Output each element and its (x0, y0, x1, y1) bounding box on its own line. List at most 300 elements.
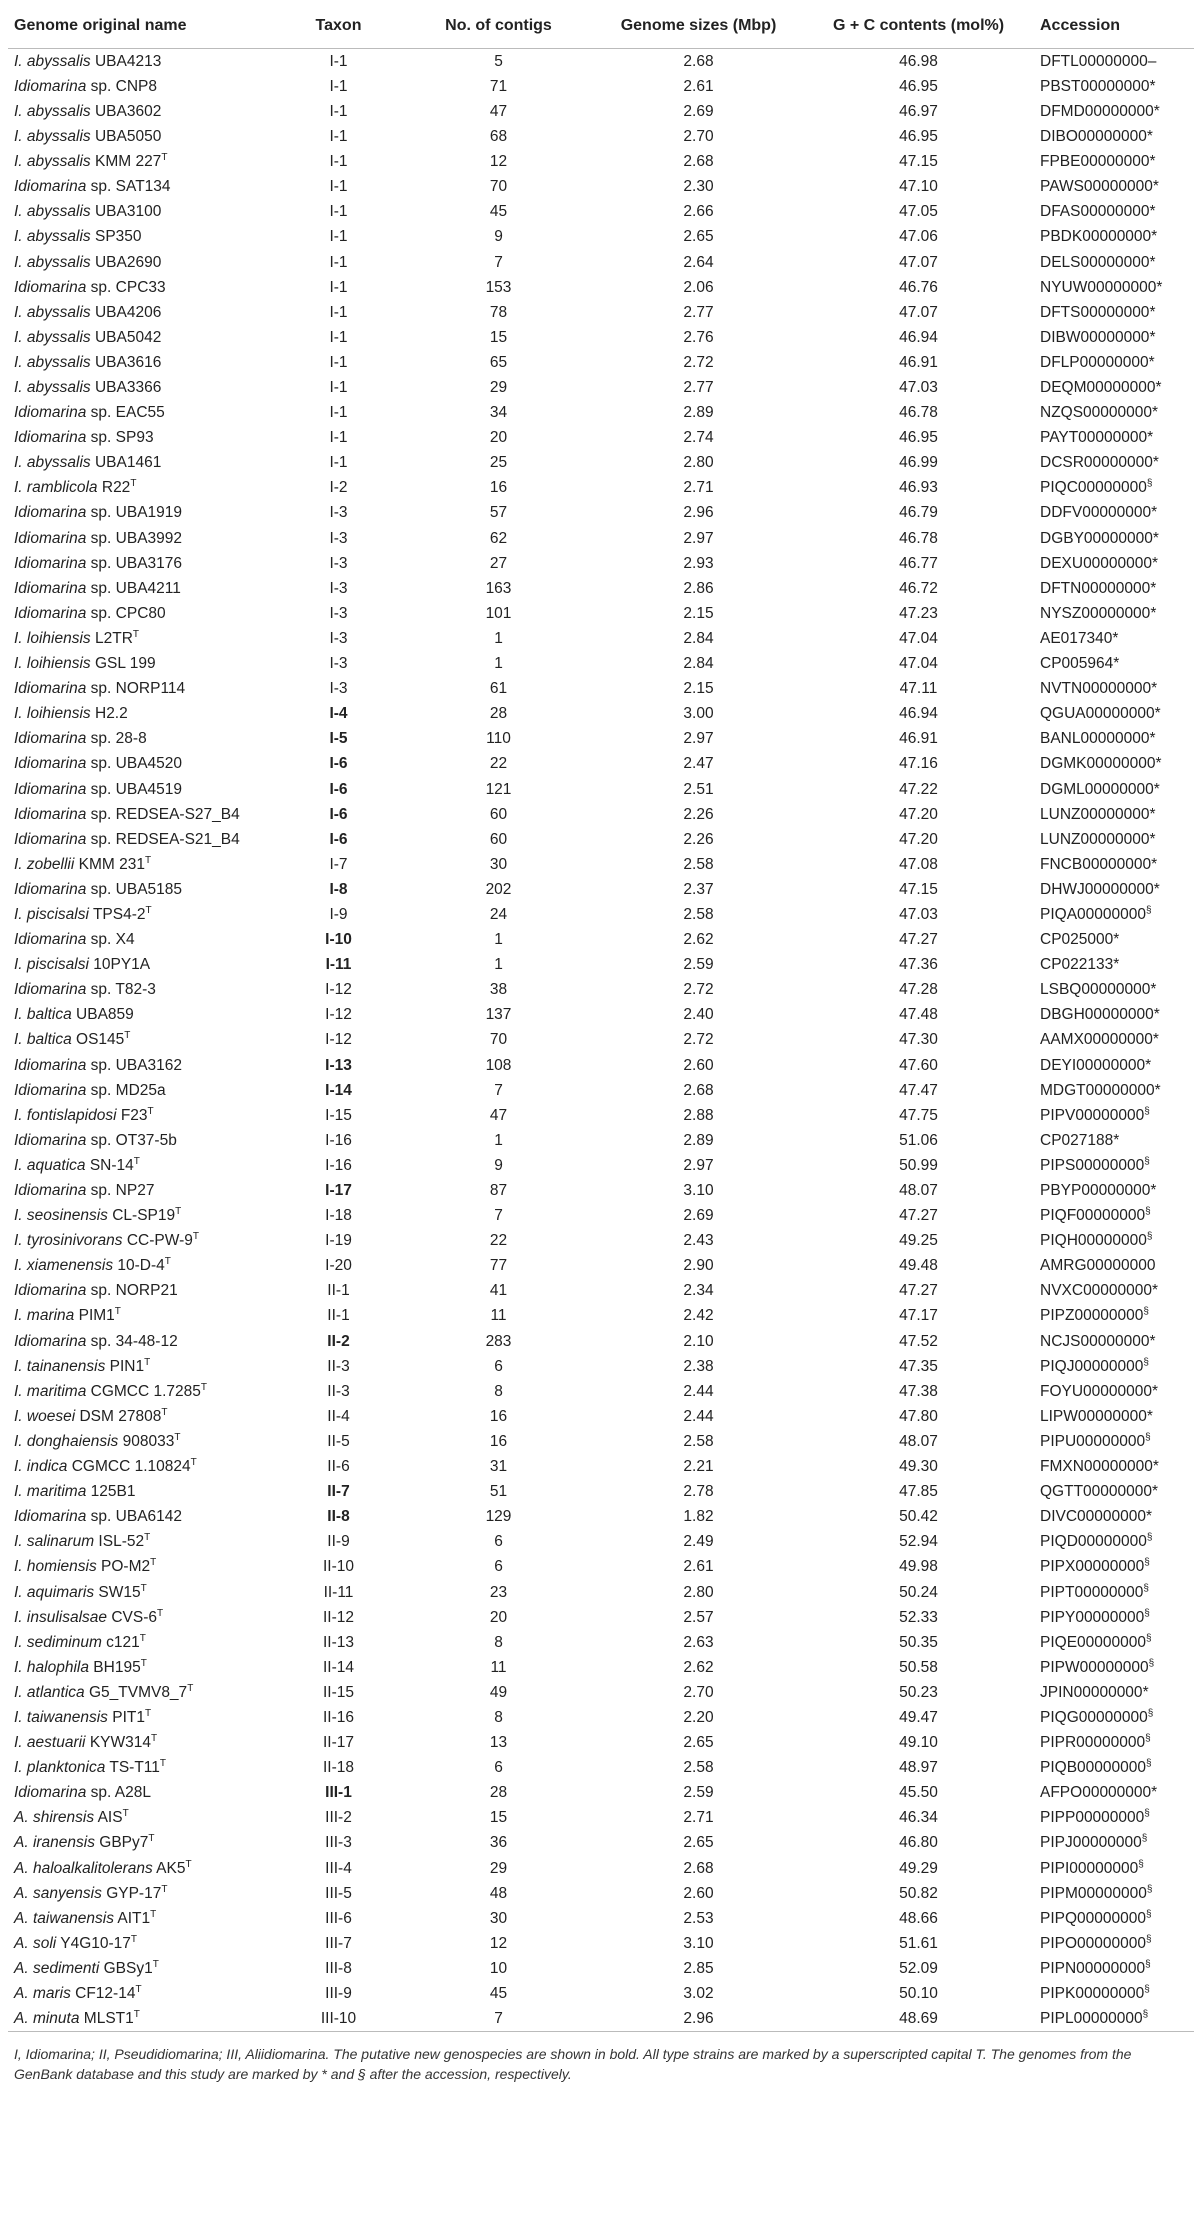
gc-content-cell: 47.38 (899, 1382, 938, 1400)
table-row (8, 1906, 1194, 1931)
accession-id: DFLP00000000 (1040, 353, 1149, 371)
genome-size-cell: 2.71 (683, 479, 714, 497)
genome-name-cell (8, 400, 276, 425)
contigs-cell: 57 (489, 504, 508, 522)
taxon-cell: III-4 (325, 1859, 352, 1877)
genome-size-cell: 2.77 (683, 303, 714, 321)
gc-content-cell: 47.28 (899, 981, 938, 999)
genus-species: A. taiwanensis (14, 1909, 114, 1927)
table-row (8, 1755, 1194, 1780)
taxon-cell: I-3 (329, 529, 348, 547)
source-mark: * (1152, 1382, 1159, 1400)
accession-cell (1036, 1479, 1194, 1504)
genus-species: I. baltica (14, 1006, 72, 1024)
contigs-cell: 20 (489, 429, 508, 447)
genome-name-cell (8, 1780, 276, 1805)
source-mark: * (1147, 429, 1154, 447)
genus-species: I. loihiensis (14, 705, 91, 723)
taxon-cell: II-14 (322, 1658, 354, 1676)
type-strain-mark: T (130, 478, 137, 490)
accession-cell (1036, 1228, 1194, 1253)
accession-cell (1036, 752, 1194, 777)
taxon-cell: I-1 (329, 253, 348, 271)
taxon-cell: I-19 (325, 1232, 352, 1250)
genus-species: A. shirensis (14, 1809, 95, 1827)
genome-table (8, 4, 1194, 2031)
accession-cell (1036, 425, 1194, 450)
genus-species: Idiomarina (14, 730, 87, 748)
accession-cell (1036, 802, 1194, 827)
genome-size-cell: 2.53 (683, 1909, 714, 1927)
genome-name-cell (8, 651, 276, 676)
genome-size-cell: 2.68 (683, 1081, 714, 1099)
gc-content-cell: 51.61 (899, 1934, 938, 1952)
gc-content-cell: 47.23 (899, 604, 938, 622)
taxon-cell: III-6 (325, 1909, 352, 1927)
contigs-cell: 1 (494, 1131, 503, 1149)
accession-cell (1036, 626, 1194, 651)
table-row (8, 701, 1194, 726)
contigs-cell: 6 (494, 1533, 503, 1551)
strain-name: UBA3100 (90, 203, 162, 221)
source-mark: § (1146, 1883, 1153, 1895)
taxon-cell: I-1 (329, 178, 348, 196)
contigs-cell: 61 (489, 680, 508, 698)
accession-id: DFMD00000000 (1040, 102, 1154, 120)
taxon-cell: I-9 (329, 905, 348, 923)
type-strain-mark: T (140, 1582, 147, 1594)
contigs-cell: 78 (489, 303, 508, 321)
table-row (8, 1078, 1194, 1103)
table-row (8, 1028, 1194, 1053)
table-row (8, 174, 1194, 199)
table-row (8, 952, 1194, 977)
accession-id: PBDK00000000 (1040, 228, 1152, 246)
accession-cell (1036, 1831, 1194, 1856)
contigs-cell: 30 (489, 855, 508, 873)
source-mark: § (1146, 904, 1152, 916)
contigs-cell: 11 (490, 1307, 507, 1325)
strain-name: OS145 (71, 1031, 125, 1049)
genome-name-cell (8, 1931, 276, 1956)
gc-content-cell: 50.99 (899, 1156, 938, 1174)
gc-content-cell: 47.11 (899, 680, 938, 698)
source-mark: * (1146, 1508, 1153, 1526)
source-mark: * (1149, 153, 1156, 171)
table-row (8, 802, 1194, 827)
genus-species: Idiomarina (14, 404, 87, 422)
genome-name-cell (8, 1279, 276, 1304)
accession-id: PIQG00000000 (1040, 1708, 1148, 1726)
table-row (8, 1203, 1194, 1228)
genome-size-cell: 2.76 (683, 328, 714, 346)
strain-name: sp. UBA3162 (86, 1056, 183, 1074)
table-row (8, 275, 1194, 300)
type-strain-mark: T (159, 1758, 167, 1770)
accession-cell (1036, 225, 1194, 250)
strain-name: PO-M2 (96, 1558, 151, 1576)
strain-name: sp. SP93 (86, 429, 154, 447)
genus-species: Idiomarina (14, 755, 87, 773)
accession-cell (1036, 74, 1194, 99)
gc-content-cell: 46.91 (899, 353, 938, 371)
genus-species: Idiomarina (14, 1784, 87, 1802)
taxon-cell: I-3 (329, 504, 348, 522)
genome-name-cell (8, 1479, 276, 1504)
source-mark: § (1145, 1431, 1151, 1443)
table-row (8, 601, 1194, 626)
type-strain-mark: T (152, 1958, 159, 1970)
genus-species: Idiomarina (14, 1508, 87, 1526)
genus-species: I. abyssalis (14, 128, 91, 146)
strain-name: R22 (97, 479, 131, 497)
strain-name: sp. REDSEA-S27_B4 (86, 805, 240, 823)
source-mark: § (1145, 1732, 1151, 1744)
source-mark: § (1146, 1908, 1152, 1920)
accession-id: DGBY00000000 (1040, 529, 1153, 547)
accession-cell (1036, 200, 1194, 225)
contigs-cell: 65 (489, 353, 508, 371)
contigs-cell: 36 (489, 1834, 508, 1852)
gc-content-cell: 50.42 (899, 1508, 938, 1526)
accession-cell (1036, 1504, 1194, 1529)
taxon-cell: I-1 (329, 404, 348, 422)
accession-cell (1036, 1128, 1194, 1153)
taxon-cell: III-9 (325, 1985, 352, 2003)
genome-size-cell: 2.44 (683, 1382, 714, 1400)
source-mark: § (1143, 1306, 1149, 1318)
accession-id: DFAS00000000 (1040, 203, 1150, 221)
table-row (8, 1479, 1194, 1504)
gc-content-cell: 47.27 (899, 931, 938, 949)
contigs-cell: 48 (489, 1884, 508, 1902)
source-mark: * (1145, 1056, 1152, 1074)
contigs-cell: 29 (489, 379, 508, 397)
genome-name-cell (8, 501, 276, 526)
genome-size-cell: 2.93 (683, 554, 714, 572)
contigs-cell: 24 (489, 905, 508, 923)
genus-species: I. salinarum (14, 1533, 95, 1551)
strain-name: CL-SP19 (107, 1207, 176, 1225)
gc-content-cell: 47.16 (899, 755, 938, 773)
contigs-cell: 27 (489, 554, 508, 572)
genome-name-cell (8, 1705, 276, 1730)
taxon-cell: II-10 (322, 1558, 354, 1576)
genus-species: I. abyssalis (14, 203, 91, 221)
table-row (8, 1429, 1194, 1454)
strain-name: sp. NP27 (86, 1182, 155, 1200)
header-genome-name: Genome original name (8, 4, 276, 49)
accession-cell (1036, 1254, 1194, 1279)
accession-id: DIVC00000000 (1040, 1508, 1146, 1526)
table-row (8, 149, 1194, 174)
table-row (8, 501, 1194, 526)
genome-name-cell (8, 1203, 276, 1228)
genome-size-cell: 2.65 (683, 228, 714, 246)
contigs-cell: 9 (494, 228, 503, 246)
taxon-cell: II-1 (327, 1282, 350, 1300)
genome-size-cell: 2.58 (683, 1432, 714, 1450)
genome-size-cell: 2.65 (683, 1734, 714, 1752)
accession-cell (1036, 852, 1194, 877)
genome-size-cell: 2.66 (683, 203, 714, 221)
accession-id: PIPM00000000 (1040, 1884, 1147, 1902)
genus-species: I. indica (14, 1458, 68, 1476)
gc-content-cell: 50.24 (899, 1583, 938, 1601)
genome-name-cell (8, 1053, 276, 1078)
contigs-cell: 283 (485, 1332, 512, 1350)
gc-content-cell: 46.78 (899, 404, 938, 422)
source-mark: * (1113, 1131, 1120, 1149)
strain-name: sp. UBA4520 (86, 755, 183, 773)
genome-name-cell (8, 1530, 276, 1555)
table-row (8, 425, 1194, 450)
strain-name: sp. SAT134 (86, 178, 171, 196)
source-mark: § (1144, 1557, 1150, 1569)
table-row (8, 651, 1194, 676)
table-row (8, 200, 1194, 225)
genus-species: I. zobellii (14, 855, 75, 873)
accession-id: PIPR00000000 (1040, 1734, 1146, 1752)
genome-name-cell (8, 1429, 276, 1454)
table-row (8, 1580, 1194, 1605)
accession-cell (1036, 124, 1194, 149)
genus-species: I. loihiensis (14, 655, 91, 673)
accession-id: MDGT00000000 (1040, 1081, 1155, 1099)
strain-name: AIT1 (113, 1909, 151, 1927)
accession-id: PIPW00000000 (1040, 1658, 1149, 1676)
gc-content-cell: 49.30 (899, 1458, 938, 1476)
accession-cell (1036, 526, 1194, 551)
strain-name: 908033 (118, 1432, 175, 1450)
taxon-cell: III-7 (325, 1934, 352, 1952)
taxon-cell: I-11 (325, 956, 352, 974)
accession-id: JPIN00000000 (1040, 1683, 1143, 1701)
accession-id: PIQF00000000 (1040, 1207, 1146, 1225)
genus-species: I. abyssalis (14, 52, 91, 70)
strain-name: UBA5050 (90, 128, 162, 146)
genome-size-cell: 1.82 (683, 1508, 714, 1526)
source-mark: * (1152, 404, 1159, 422)
contigs-cell: 8 (494, 1633, 503, 1651)
table-header (8, 4, 1194, 49)
source-mark: § (1147, 1707, 1154, 1719)
strain-name: CC-PW-9 (122, 1232, 193, 1250)
gc-content-cell: 46.80 (899, 1834, 938, 1852)
table-row (8, 1831, 1194, 1856)
taxon-cell: I-8 (329, 880, 348, 898)
accession-cell (1036, 1454, 1194, 1479)
genome-name-cell (8, 1354, 276, 1379)
gc-content-cell: 47.60 (899, 1056, 938, 1074)
taxon-cell: I-3 (329, 579, 348, 597)
genus-species: A. iranensis (14, 1834, 95, 1852)
genome-size-cell: 2.62 (683, 931, 714, 949)
genus-species: I. marina (14, 1307, 75, 1325)
accession-id: DFTS00000000 (1040, 303, 1150, 321)
genome-size-cell: 2.77 (683, 379, 714, 397)
genus-species: I. aquatica (14, 1156, 86, 1174)
table-row (8, 1153, 1194, 1178)
genus-species: Idiomarina (14, 178, 87, 196)
strain-name: sp. NORP21 (86, 1282, 178, 1300)
contigs-cell: 7 (494, 2010, 503, 2028)
source-mark: * (1150, 1182, 1157, 1200)
gc-content-cell: 47.47 (899, 1081, 938, 1099)
table-row (8, 676, 1194, 701)
strain-name: sp. T82-3 (86, 981, 156, 999)
accession-cell (1036, 350, 1194, 375)
accession-id: PIPN00000000 (1040, 1959, 1146, 1977)
table-footnote: I, Idiomarina; II, Pseudidiomarina; III, Aliidiomarina. The putative new genospecies are shown in bold. All type strains are marked by a superscripted capital T. The genomes from the GenBank database and this study are marked by * and § after the accession, respectively. (14, 2046, 1132, 2083)
strain-name: AK5 (152, 1859, 186, 1877)
strain-name: CGMCC 1.7285 (86, 1382, 201, 1400)
strain-name: SP350 (90, 228, 142, 246)
taxon-cell: I-14 (325, 1081, 352, 1099)
source-mark: * (1146, 128, 1153, 146)
taxon-cell: III-2 (325, 1809, 352, 1827)
source-mark: * (1154, 1081, 1161, 1099)
genome-size-cell: 2.06 (683, 278, 714, 296)
gc-content-cell: 46.95 (899, 128, 938, 146)
accession-id: PIPX00000000 (1040, 1558, 1145, 1576)
taxon-cell: I-12 (325, 981, 352, 999)
accession-id: LIPW00000000 (1040, 1407, 1147, 1425)
gc-content-cell: 47.36 (899, 956, 938, 974)
type-strain-mark: T (132, 628, 140, 640)
taxon-cell: I-1 (329, 77, 348, 95)
genome-size-cell: 2.97 (683, 730, 714, 748)
source-mark: § (1144, 1155, 1150, 1167)
strain-name: KMM 227 (90, 153, 162, 171)
header-accession: Accession (1036, 4, 1194, 49)
genus-species: Idiomarina (14, 830, 87, 848)
taxon-cell: I-1 (329, 328, 348, 346)
accession-id: NYUW00000000 (1040, 278, 1157, 296)
genome-size-cell: 3.10 (683, 1934, 714, 1952)
table-row (8, 1178, 1194, 1203)
accession-id: NVXC00000000 (1040, 1282, 1153, 1300)
strain-name: F23 (116, 1106, 148, 1124)
type-strain-mark: T (150, 1557, 157, 1569)
contigs-cell: 110 (486, 730, 511, 748)
taxon-cell: I-1 (329, 102, 348, 120)
genome-name-cell (8, 727, 276, 752)
source-mark: * (1151, 855, 1158, 873)
type-strain-mark: T (192, 1231, 199, 1243)
table-row (8, 124, 1194, 149)
accession-cell (1036, 1705, 1194, 1730)
genome-name-cell (8, 1078, 276, 1103)
gc-content-cell: 47.85 (899, 1483, 938, 1501)
genome-name-cell (8, 1003, 276, 1028)
contigs-cell: 68 (489, 128, 508, 146)
gc-content-cell: 46.77 (899, 554, 938, 572)
table-row (8, 1103, 1194, 1128)
table-row (8, 1680, 1194, 1705)
accession-id: PIPP00000000 (1040, 1809, 1145, 1827)
accession-id: DGMK00000000 (1040, 755, 1156, 773)
accession-cell (1036, 1530, 1194, 1555)
accession-cell (1036, 250, 1194, 275)
gc-content-cell: 47.80 (899, 1407, 938, 1425)
genome-name-cell (8, 425, 276, 450)
accession-cell (1036, 927, 1194, 952)
table-row (8, 1379, 1194, 1404)
genus-species: Idiomarina (14, 579, 87, 597)
source-mark: § (1146, 478, 1153, 490)
strain-name: L2TR (90, 629, 133, 647)
accession-cell (1036, 400, 1194, 425)
source-mark: § (1148, 1657, 1155, 1669)
accession-cell (1036, 1655, 1194, 1680)
genome-size-cell: 2.58 (683, 905, 714, 923)
genome-name-cell (8, 952, 276, 977)
strain-name: UBA4206 (90, 303, 162, 321)
genome-size-cell: 2.20 (683, 1708, 714, 1726)
genus-species: I. abyssalis (14, 153, 91, 171)
accession-cell (1036, 1279, 1194, 1304)
strain-name: CF12-14 (70, 1985, 136, 2003)
accession-id: AFPO00000000 (1040, 1784, 1152, 1802)
taxon-cell: I-16 (325, 1156, 352, 1174)
genome-name-cell (8, 902, 276, 927)
source-mark: * (1153, 102, 1160, 120)
contigs-cell: 10 (489, 1959, 508, 1977)
genome-name-cell (8, 877, 276, 902)
accession-id: DIBW00000000 (1040, 328, 1150, 346)
gc-content-cell: 52.09 (899, 1959, 938, 1977)
accession-id: QGUA00000000 (1040, 705, 1155, 723)
accession-cell (1036, 1555, 1194, 1580)
strain-name: UBA1461 (90, 454, 162, 472)
genome-name-cell (8, 777, 276, 802)
gc-content-cell: 48.07 (899, 1182, 938, 1200)
accession-cell (1036, 877, 1194, 902)
genome-name-cell (8, 1454, 276, 1479)
contigs-cell: 31 (489, 1458, 508, 1476)
contigs-cell: 16 (489, 479, 508, 497)
genome-name-cell (8, 1379, 276, 1404)
genome-size-cell: 2.60 (683, 1884, 714, 1902)
accession-id: FPBE00000000 (1040, 153, 1150, 171)
genome-size-cell: 2.69 (683, 1207, 714, 1225)
source-mark: * (1151, 228, 1158, 246)
strain-name: sp. UBA3176 (86, 554, 183, 572)
gc-content-cell: 45.50 (899, 1784, 938, 1802)
genus-species: A. sedimenti (14, 1959, 100, 1977)
contigs-cell: 30 (489, 1909, 508, 1927)
contigs-cell: 45 (489, 203, 508, 221)
accession-id: CP025000 (1040, 931, 1114, 949)
genome-size-cell: 2.34 (683, 1282, 714, 1300)
genome-name-cell (8, 200, 276, 225)
genus-species: Idiomarina (14, 805, 87, 823)
type-strain-mark: T (124, 1030, 131, 1042)
genome-name-cell (8, 1329, 276, 1354)
source-mark: * (1149, 830, 1156, 848)
gc-content-cell: 47.35 (899, 1357, 938, 1375)
contigs-cell: 129 (485, 1508, 512, 1526)
contigs-cell: 47 (489, 102, 508, 120)
strain-name: CGMCC 1.10824 (67, 1458, 191, 1476)
genome-size-cell: 2.69 (683, 102, 714, 120)
accession-id: PIPL00000000 (1040, 2010, 1143, 2028)
taxon-cell: II-2 (327, 1332, 350, 1350)
accession-id: AE017340 (1040, 629, 1113, 647)
genus-species: A. maris (14, 1985, 71, 2003)
accession-id: DGML00000000 (1040, 780, 1154, 798)
